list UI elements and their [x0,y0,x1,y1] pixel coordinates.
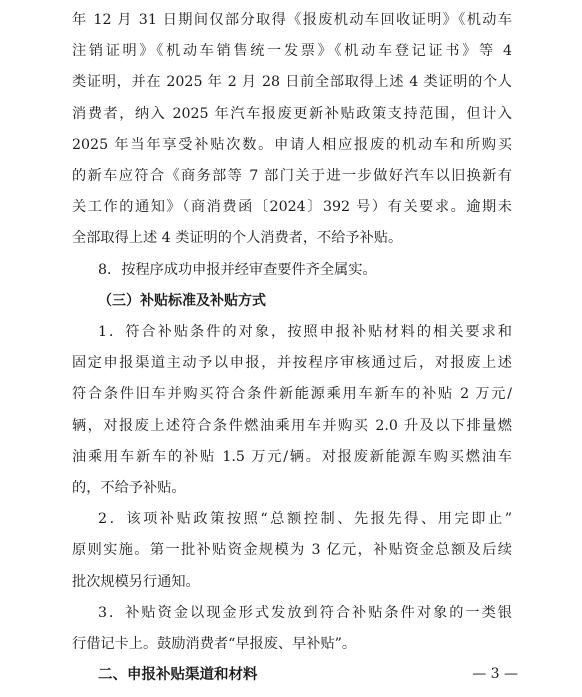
paragraph-1-line-6: 的新车应符合《商务部等 7 部门关于进一步做好汽车以旧换新有 [72,168,512,184]
paragraph-4-line-2: 行借记卡上。鼓励消费者“早报废、早补贴”。 [72,636,357,652]
item-8: 8．按程序成功申报并经审查要件齐全属实。 [98,261,377,278]
paragraph-3-line-3: 批次规模另行通知。 [72,573,200,590]
paragraph-1-line-1: 年 12 月 31 日期间仅部分取得《报废机动车回收证明》《机动车 [72,12,512,28]
paragraph-2-line-3: 符合条件旧车并购买符合条件新能源乘用车新车的补贴 2 万元/ [72,386,512,403]
paragraph-4-line-1: 3．补贴资金以现金形式发放到符合补贴条件对象的一类银 [98,604,512,621]
paragraph-1-line-5: 2025 年当年享受补贴次数。申请人相应报废的机动车和所购买 [72,136,512,153]
paragraph-1-line-3: 类证明，并在 2025 年 2 月 28 日前全部取得上述 4 类证明的个人 [72,74,512,91]
paragraph-2-line-2: 固定申报渠道主动予以申报，并按程序审核通过后，对报废上述 [72,355,512,372]
page-number: — 3 — [472,666,518,682]
section-3-heading: （三）补贴标准及补贴方式 [98,292,266,309]
paragraph-2-line-4: 辆，对报废上述符合条件燃油乘用车并购买 2.0 升及以下排量燃 [72,417,512,434]
paragraph-1-line-7: 关工作的通知》（商消费函〔2024〕392 号）有关要求。逾期未 [72,199,512,216]
paragraph-2-line-1: 1．符合补贴条件的对象，按照申报补贴材料的相关要求和 [98,324,512,340]
paragraph-2-line-5: 油乘用车新车的补贴 1.5 万元/辆。对报废新能源车购买燃油车 [72,448,512,465]
paragraph-1-line-8: 全部取得上述 4 类证明的个人消费者，不给予补贴。 [72,230,403,247]
paragraph-2-line-6: 的，不给予补贴。 [72,480,186,496]
paragraph-3-line-1: 2．该项补贴政策按照“总额控制、先报先得、用完即止” [98,511,512,528]
paragraph-1-line-2: 注销证明》《机动车销售统一发票》《机动车登记证书》等 4 [72,43,512,60]
paragraph-1-line-4: 消费者，纳入 2025 年汽车报废更新补贴政策支持范围，但计入 [72,105,512,122]
section-2-heading: 二、申报补贴渠道和材料 [98,667,258,684]
paragraph-3-line-2: 原则实施。第一批补贴资金规模为 3 亿元，补贴资金总额及后续 [72,542,512,559]
